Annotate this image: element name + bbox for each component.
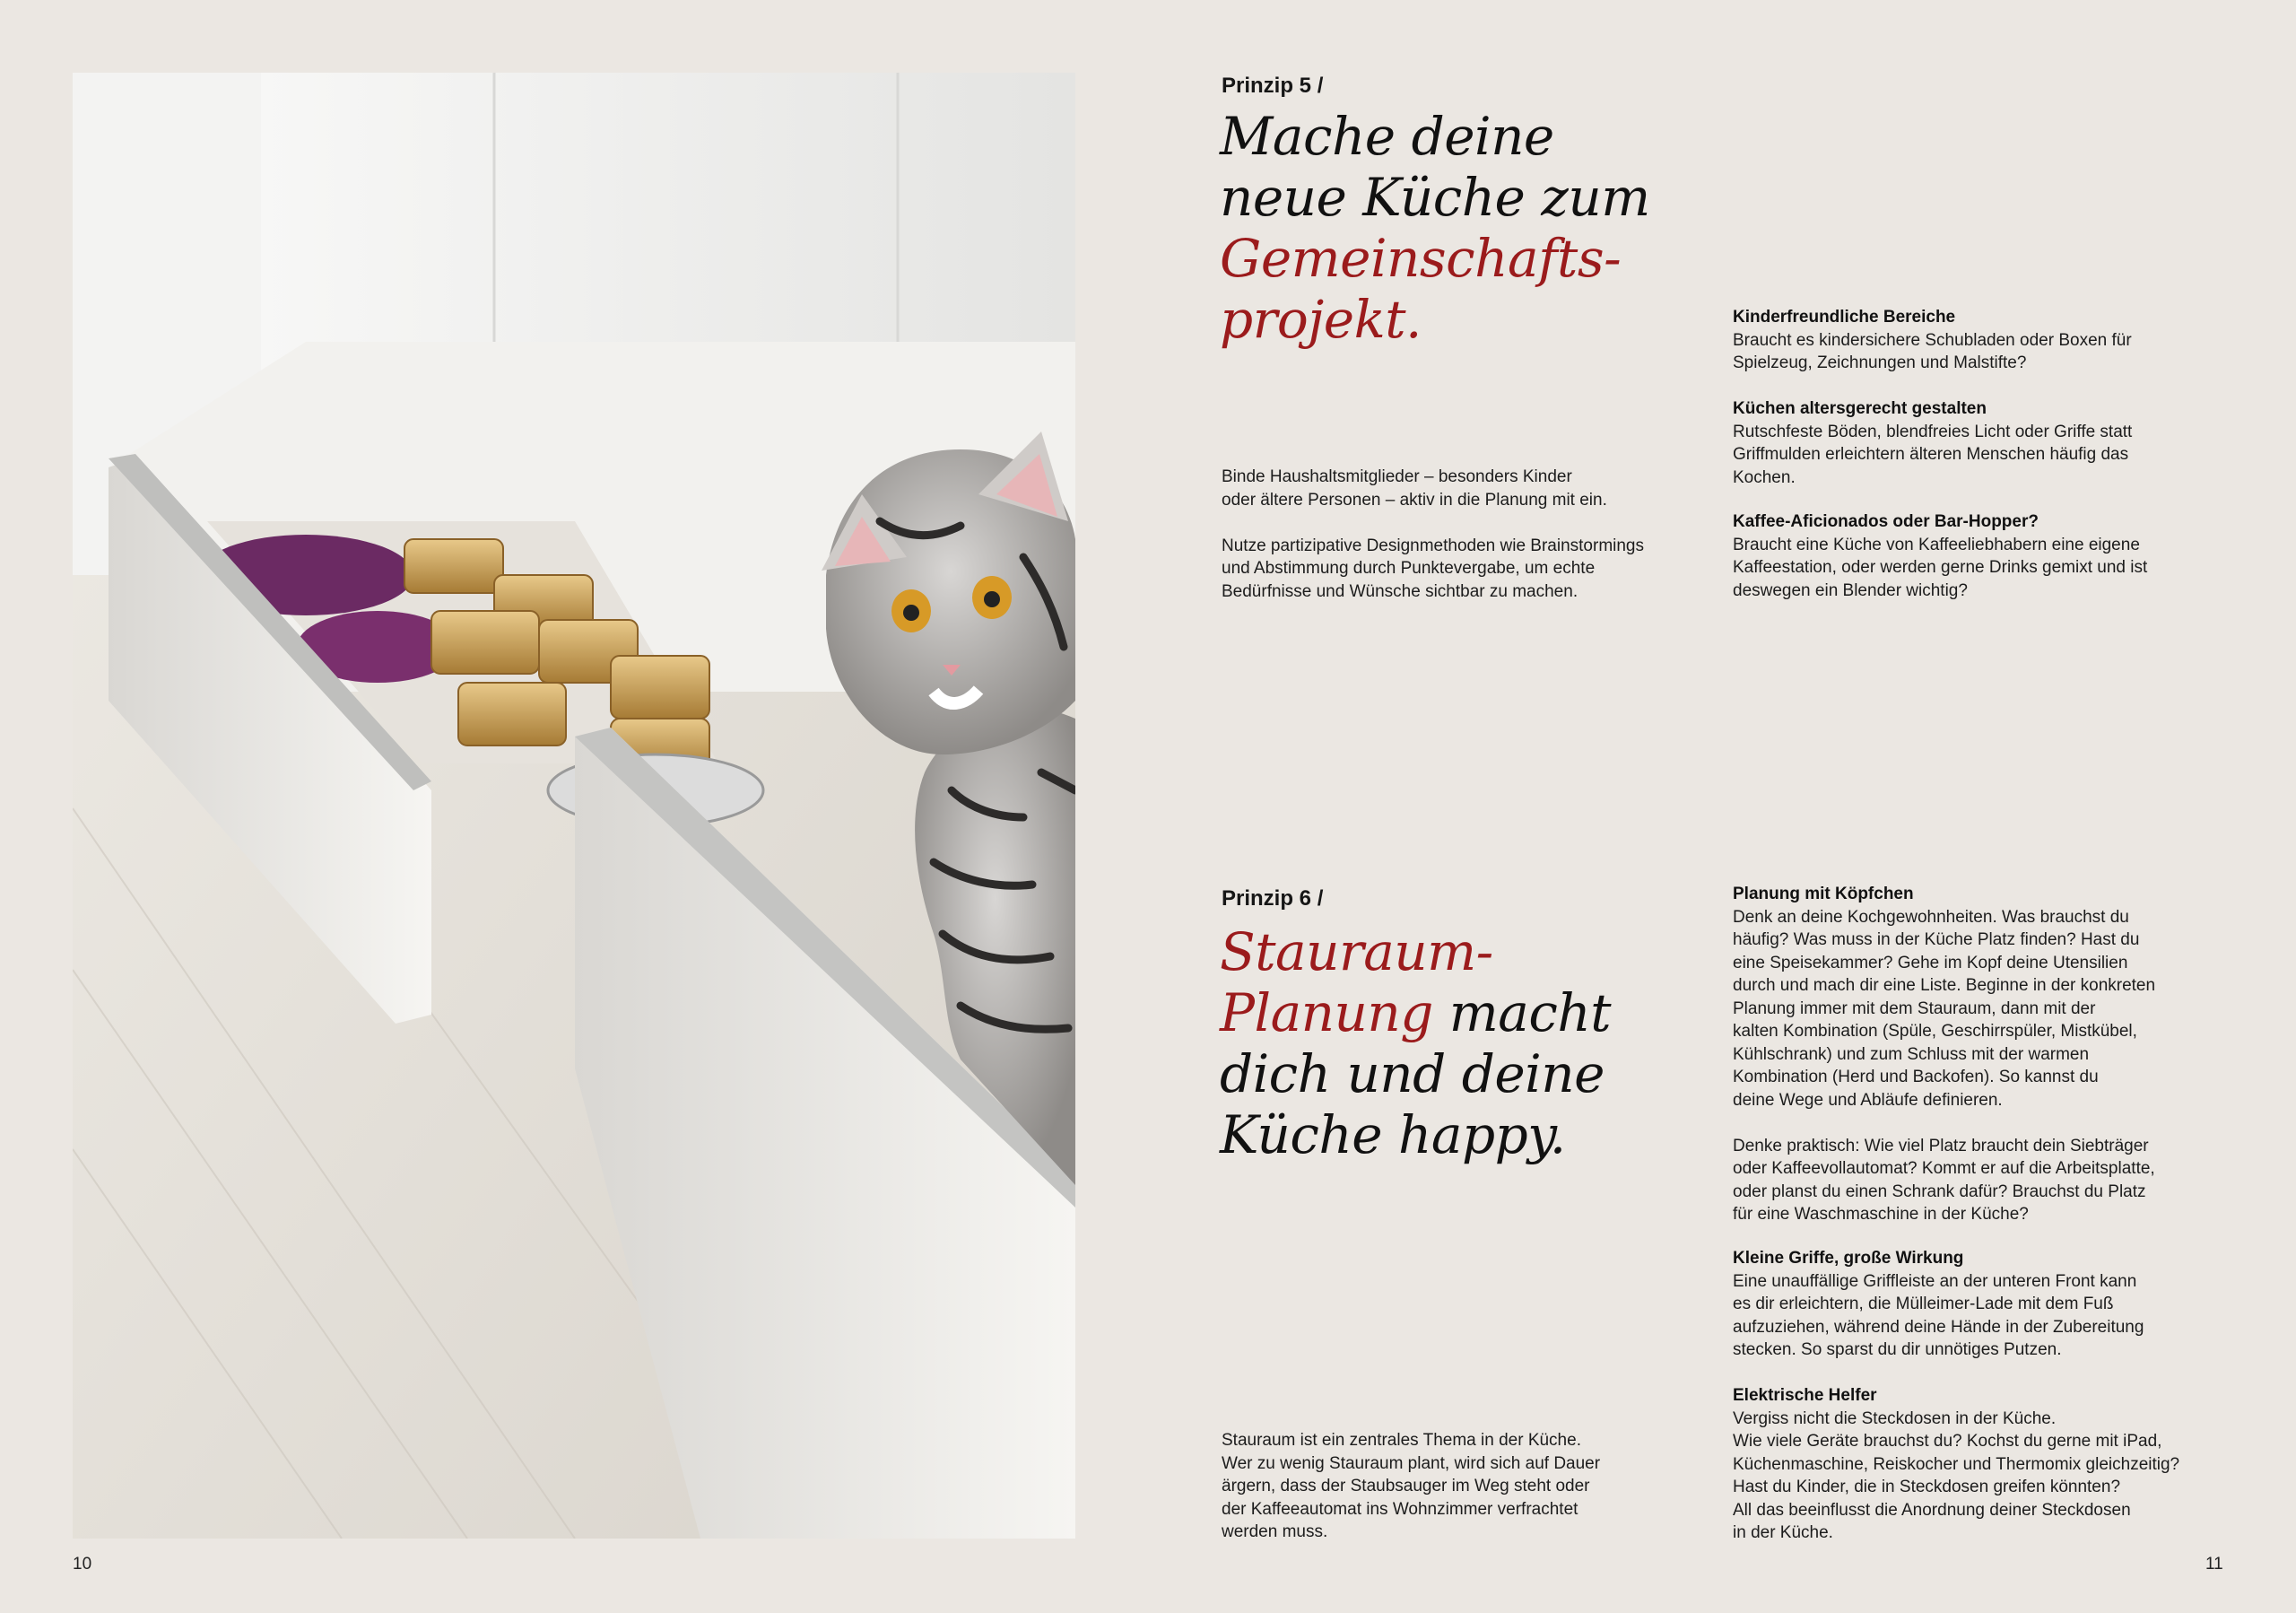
headline-line-accent: Gemeinschafts- [1220, 228, 1622, 289]
side-section-text: Vergiss nicht die Steckdosen in der Küche. Wie viele Geräte brauchst du? Kochst du gerne mit iPad, Küchenmaschine, Reiskocher und Thermomix gleichzeitig? Hast du Kinder, die in Steckdosen greifen könnten? All das beeinflusst die Anordnung deiner Steckdosen in der Küche. [1733, 1408, 2180, 1542]
principle-6-intro: Stauraum ist ein zentrales Thema in der Küche. Wer zu wenig Stauraum plant, wird sich auf Dauer ärgern, dass der Staubsauger im Weg steht oder der Kaffeeautomat ins Wohnzimmer verfrachtet werden muss. [1222, 1431, 1601, 1541]
page-number-right: 11 [2205, 1555, 2223, 1574]
side-section-title: Planung mit Köpfchen [1733, 885, 1914, 903]
principle-5-intro: Binde Haushaltsmitglieder – besonders Kinder oder ältere Personen – aktiv in die Planung mit ein. Nutze partizipative Designmethoden wie Brainstormings und Abstimmung durch Punktevergabe, um echte Bedürfnisse und Wünsche sichtbar zu machen. [1222, 467, 1645, 601]
side-section-title: Küchen altersgerecht gestalten [1733, 399, 1987, 418]
principle-6-label: Prinzip 6 / [1222, 886, 1324, 911]
side-section-text: Braucht es kindersichere Schubladen oder Boxen für Spielzeug, Zeichnungen und Malstifte? [1733, 330, 2132, 372]
photo-illustration [73, 73, 1075, 1539]
side-section-text: Rutschfeste Böden, blendfreies Licht oder Griffe statt Griffmulden erleichtern älteren Menschen häufig das Kochen. [1733, 422, 2133, 487]
side-section [1733, 1384, 2235, 1545]
headline-line [1220, 982, 1611, 1043]
side-section [1733, 397, 2235, 489]
headline-line: Küche happy. [1220, 1104, 1566, 1165]
principle-5-label: Prinzip 5 / [1222, 74, 1324, 98]
kitchen-drawer-photo [73, 73, 1075, 1539]
headline-word-accent: Planung [1220, 982, 1433, 1043]
side-section [1733, 883, 2235, 1226]
page-number-left: 10 [73, 1555, 92, 1574]
side-section-title: Kinderfreundliche Bereiche [1733, 308, 1956, 327]
headline-line: Mache deine [1220, 106, 1554, 167]
headline-line-accent: projekt. [1220, 289, 1422, 350]
side-section-title: Elektrische Helfer [1733, 1386, 1877, 1405]
side-section-text: Eine unauffällige Griffleiste an der unteren Front kann es dir erleichtern, die Mülleimer-Lade mit dem Fuß aufzuziehen, während deine Hände in der Zubereitung stecken. So sparst du dir unnötiges Putzen. [1733, 1271, 2144, 1359]
headline-line: dich und deine [1220, 1043, 1605, 1104]
headline-word: macht [1432, 982, 1612, 1043]
side-section [1733, 510, 2235, 602]
principle-5-headline [1220, 106, 1650, 350]
headline-line-accent: Stauraum- [1220, 921, 1493, 982]
principle-6-headline [1220, 921, 1611, 1165]
side-section-text: Denk an deine Kochgewohnheiten. Was brauchst du häufig? Was muss in der Küche Platz finden? Hast du eine Speisekammer? Gehe im Kopf deine Utensilien durch und mach dir eine Liste. Beginne in der konkreten Planung immer mit dem Stauraum, dann mit der kalten Kombination (Spüle, Geschirrspüler, Mistkübel, Kühlschrank) und zum Schluss mit der warmen Kombination (Herd und Backofen). So kannst du deine Wege und Abläufe definieren. Denke praktisch: Wie viel Platz braucht dein Siebträger oder Kaffeevollautomat? Kommt er auf die Arbeitsplatte, oder planst du einen Schrank dafür? Brauchst du Platz für eine Waschmaschine in der Küche? [1733, 907, 2156, 1224]
side-section [1733, 1247, 2235, 1362]
headline-line: neue Küche zum [1220, 167, 1650, 228]
side-section-text: Braucht eine Küche von Kaffeeliebhabern eine eigene Kaffeestation, oder werden gerne Drinks gemixt und ist deswegen ein Blender wichtig? [1733, 535, 2148, 600]
side-section-title: Kleine Griffe, große Wirkung [1733, 1249, 1964, 1268]
side-section-title: Kaffee-Aficionados oder Bar-Hopper? [1733, 512, 2039, 531]
side-section [1733, 306, 2235, 375]
